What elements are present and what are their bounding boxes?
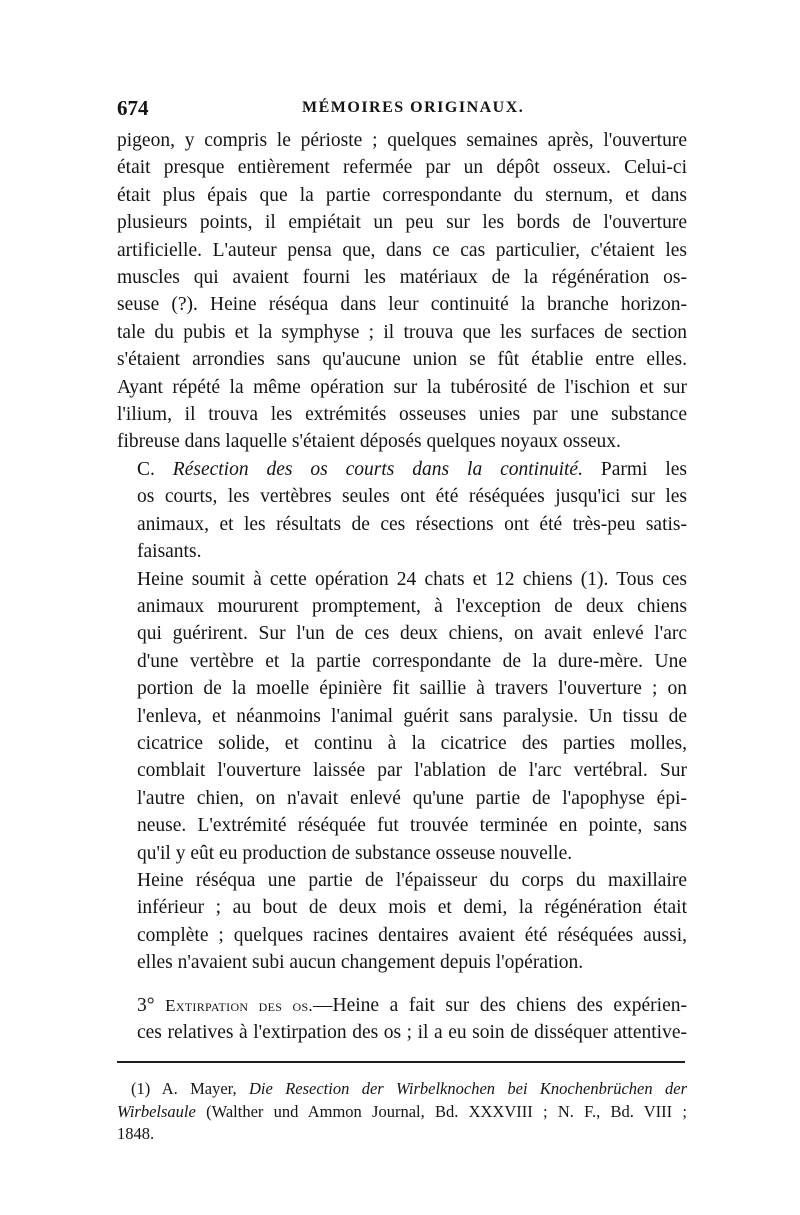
text-line: plusieurs points, il empiétait un peu sur les bords de l'ouverture — [117, 212, 687, 234]
running-title: MÉMOIRES ORIGINAUX. — [302, 99, 525, 116]
text-line: l'ilium, il trouva les extrémités osseuses unies par une substance — [117, 404, 687, 426]
text-line: animaux, et les résultats de ces résections ont été très-peu satis- — [137, 513, 687, 535]
text-line: portion de la moelle épinière fit saillie à travers l'ouverture ; on — [137, 678, 687, 700]
text-line: elles n'avaient subi aucun changement depuis l'opération. — [137, 952, 584, 974]
text-line: ces relatives à l'extirpation des os ; il a eu soin de disséquer attentive- — [137, 1022, 687, 1043]
text-line: animaux moururent promptement, à l'exception de deux chiens — [137, 595, 687, 617]
footnote-line — [117, 1101, 687, 1124]
text-line: l'autre chien, on n'avait enlevé qu'une partie de l'apophyse épi- — [137, 787, 687, 809]
text-fragment: Parmi les — [600, 458, 688, 480]
text-line — [117, 992, 687, 1019]
footnote-line — [117, 1078, 687, 1101]
text-line: l'enleva, et néanmoins l'animal guérit sans paralysie. Un tissu de — [137, 705, 687, 727]
section-number: 3° — [137, 994, 155, 1016]
page-header — [117, 96, 687, 124]
footnote — [117, 1078, 687, 1146]
text-line: s'étaient arrondies sans qu'aucune union se fût établie entre elles. — [117, 349, 687, 371]
paragraph-short-bones — [117, 456, 687, 566]
text-line: Heine soumit à cette opération 24 chats et 12 chiens (1). Tous ces — [137, 568, 687, 590]
text-line: tale du pubis et la symphyse ; il trouva que les surfaces de section — [117, 321, 687, 343]
text-line: complète ; quelques racines dentaires avaient été réséquées aussi, — [137, 924, 687, 946]
text-line: d'une vertèbre et la partie correspondante de la dure-mère. Une — [137, 650, 687, 672]
section-heading: Extirpation des os. — [165, 995, 313, 1015]
text-line: muscles qui avaient fourni les matériaux de la régénération os- — [117, 267, 687, 289]
text-line: pigeon, y compris le périoste ; quelques semaines après, l'ouverture — [117, 130, 687, 151]
paragraph-maxillary — [117, 867, 687, 977]
body-text — [117, 127, 687, 1046]
text-line: qu'il y eût eu production de substance osseuse nouvelle. — [137, 842, 573, 864]
text-line: fibreuse dans laquelle s'étaient déposés quelques noyaux osseux. — [117, 431, 621, 453]
text-line: Heine réséqua une partie de l'épaisseur du corps du maxillaire — [137, 869, 687, 891]
paragraph-extirpation — [117, 992, 687, 1047]
text-line: artificielle. L'auteur pensa que, dans ce cas particulier, c'étaient les — [117, 239, 687, 261]
text-line: inférieur ; au bout de deux mois et demi, la régénération était — [137, 897, 687, 919]
footnote-title-italic: Wirbelsaule — [117, 1101, 196, 1121]
text-fragment: —Heine a fait sur des chiens des expérien- — [312, 994, 687, 1016]
section-title-italic: Résection des os courts dans la continuité. — [172, 458, 583, 480]
text-line: était presque entièrement refermée par un dépôt osseux. Celui-ci — [117, 157, 687, 179]
text-line: qui guérirent. Sur l'un de ces deux chiens, on avait enlevé l'arc — [137, 623, 687, 645]
page-number: 674 — [117, 96, 149, 120]
text-line: cicatrice solide, et continu à la cicatrice des parties molles, — [137, 732, 687, 754]
footnote-year: 1848. — [117, 1124, 155, 1143]
footnote-author: A. Mayer, — [161, 1079, 237, 1098]
footnote-title-italic: Die Resection der Wirbelknochen bei Knochenbrüchen der — [249, 1079, 687, 1098]
text-line: comblait l'ouverture laissée par l'ablation de l'arc vertébral. Sur — [137, 760, 687, 782]
text-line: seuse (?). Heine réséqua dans leur continuité la branche horizon- — [117, 294, 687, 316]
paragraph-vertebrae — [117, 566, 687, 867]
paragraph-continuation — [117, 127, 687, 456]
footnote-divider — [117, 1061, 685, 1063]
text-line: faisants. — [137, 541, 202, 563]
text-line: neuse. L'extrémité réséquée fut trouvée terminée en pointe, sans — [137, 815, 687, 837]
text-line: était plus épais que la partie correspondante du sternum, et dans — [117, 184, 687, 206]
text-line: Ayant répété la même opération sur la tubérosité de l'ischion et sur — [117, 376, 687, 398]
text-line — [117, 456, 687, 483]
footnote-marker: (1) — [131, 1079, 151, 1098]
footnote-source: (Walther und Ammon Journal, Bd. XXXVIII ; N. F., Bd. VIII ; — [206, 1101, 687, 1121]
section-label: C. — [137, 458, 155, 480]
text-line: os courts, les vertèbres seules ont été réséquées jusqu'ici sur les — [137, 486, 687, 508]
